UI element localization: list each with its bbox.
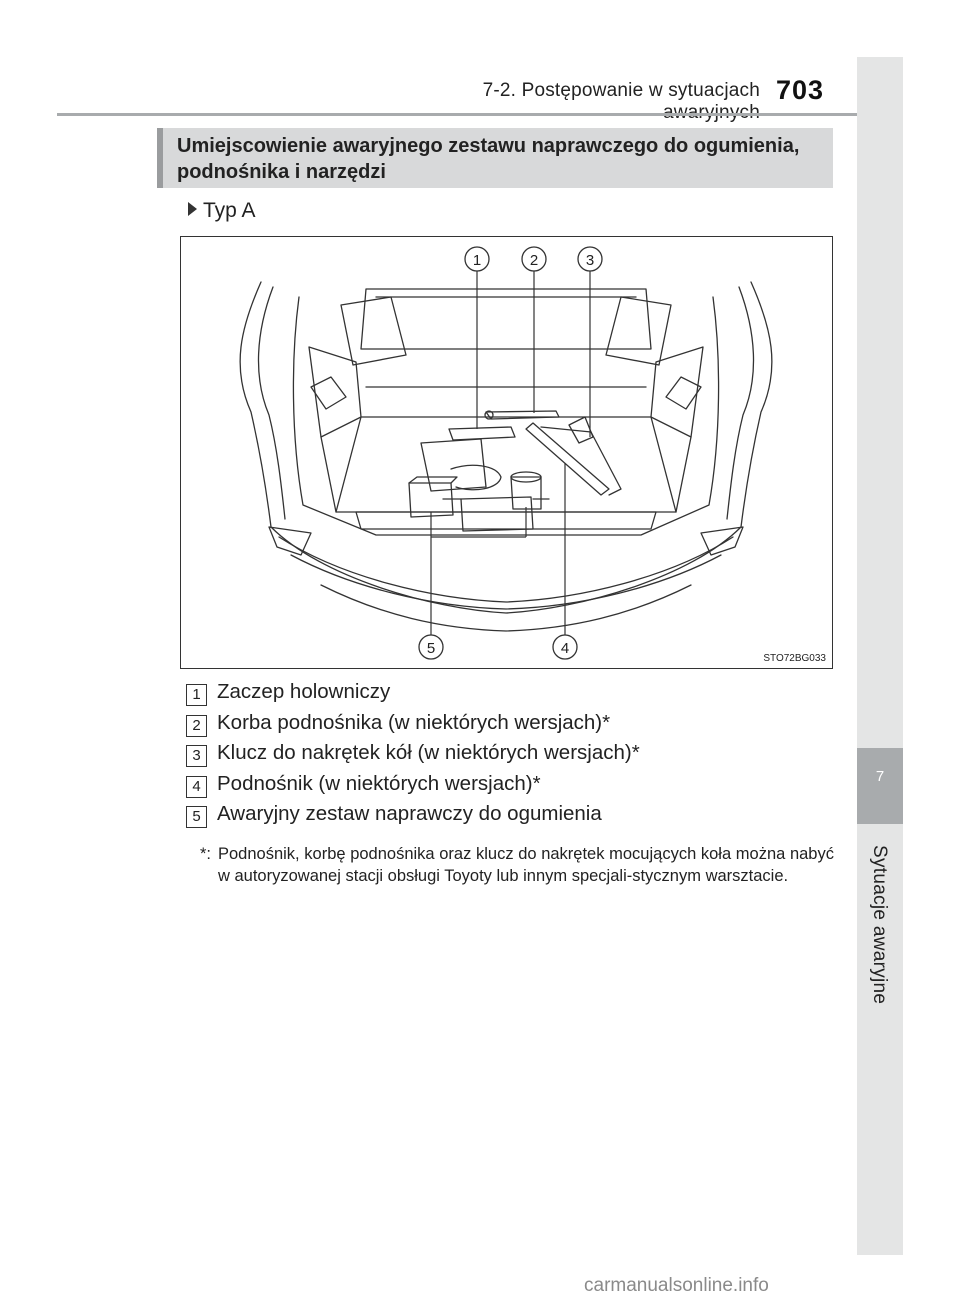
legend-number-badge: 5 — [186, 806, 207, 828]
chapter-tab — [857, 748, 903, 824]
section-title-box — [157, 128, 833, 188]
legend-item-label: Korba podnośnika (w niektórych wersjach)* — [217, 710, 611, 734]
callout-1-label: 1 — [472, 252, 482, 269]
callout-4-label: 4 — [560, 640, 570, 657]
callout-2-label: 2 — [529, 252, 539, 269]
chapter-label: Sytuacje awaryjne — [869, 845, 890, 1005]
footnote-text: Podnośnik, korbę podnośnika oraz klucz do nakrętek mocujących koła można nabyć w autoryzowanej stacji obsługi Toyoty lub innym specjali-stycznym warsztacie. — [218, 845, 834, 885]
footnote-marker: *: — [200, 845, 212, 863]
title-accent-bar — [157, 128, 163, 188]
legend-number-badge: 4 — [186, 776, 207, 798]
legend-number-badge: 1 — [186, 684, 207, 706]
subheading-text: Typ A — [203, 199, 256, 222]
triangle-bullet-icon — [188, 202, 197, 216]
legend-item-label: Awaryjny zestaw naprawczy do ogumienia — [217, 802, 602, 825]
figure-code: STO72BG033 — [763, 653, 826, 664]
trunk-illustration — [180, 236, 833, 669]
side-chapter-strip — [857, 57, 903, 1255]
trunk-drawing — [181, 237, 831, 667]
subheading — [188, 199, 256, 223]
callout-3-label: 3 — [585, 252, 595, 269]
chapter-number: 7 — [875, 768, 885, 785]
legend-item-label: Zaczep holowniczy — [217, 680, 391, 703]
watermark: carmanualsonline.info — [584, 1275, 769, 1296]
legend-item-label: Podnośnik (w niektórych wersjach)* — [217, 771, 541, 795]
callout-5-label: 5 — [426, 640, 436, 657]
header-divider — [57, 113, 903, 116]
header-section-title: 7-2. Postępowanie w sytuacjach — [482, 80, 760, 101]
legend-number-badge: 2 — [186, 715, 207, 737]
legend-number-badge: 3 — [186, 745, 207, 767]
legend-item-label: Klucz do nakrętek kół (w niektórych wersjach)* — [217, 741, 640, 764]
page-number: 703 — [776, 75, 825, 105]
section-title: Umiejscowienie awaryjnego zestawu naprawczego do ogumienia, podnośnika i narzędzi — [177, 135, 800, 183]
